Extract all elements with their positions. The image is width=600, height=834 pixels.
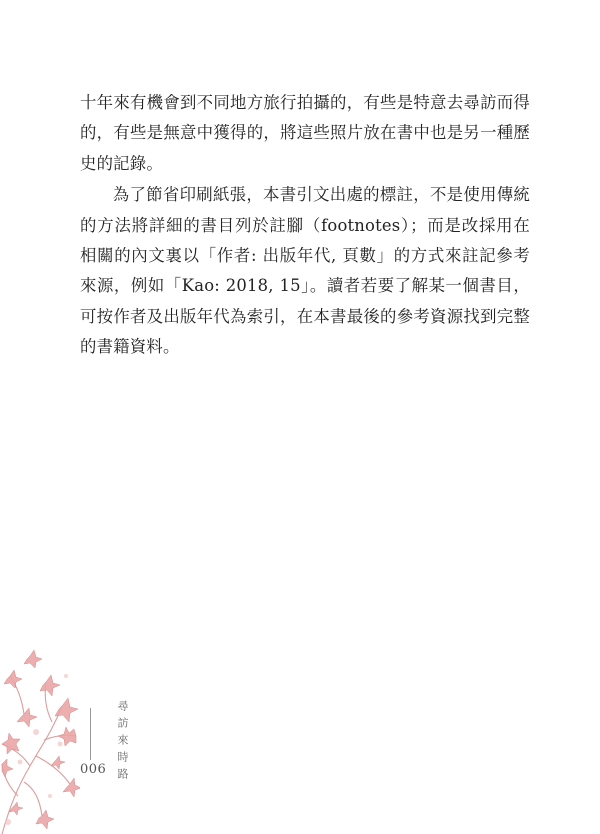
paragraph-2: 為了節省印刷紙張，本書引文出處的標註，不是使用傳統的方法將詳細的書目列於註腳（footnotes）；而是改採用在相關的內文裏以「作者: 出版年代, 頁數」的方式來註記參考來源，例如「Kao: 2018, 15」。讀者若要了解某一個書目，可按作者及出版年代為索引，在本書最後的參考資源找到完整的書籍資料。	[80, 185, 530, 357]
body-text	[80, 88, 530, 363]
paragraph-1: 十年來有機會到不同地方旅行拍攝的，有些是特意去尋訪而得的，有些是無意中獲得的，將這些照片放在書中也是另一種歷史的記錄。	[80, 93, 530, 173]
footer-rule	[90, 708, 91, 760]
page-number: 006	[80, 762, 107, 777]
running-title: 尋訪來時路	[116, 700, 129, 785]
floral-ornament-icon	[0, 636, 80, 834]
